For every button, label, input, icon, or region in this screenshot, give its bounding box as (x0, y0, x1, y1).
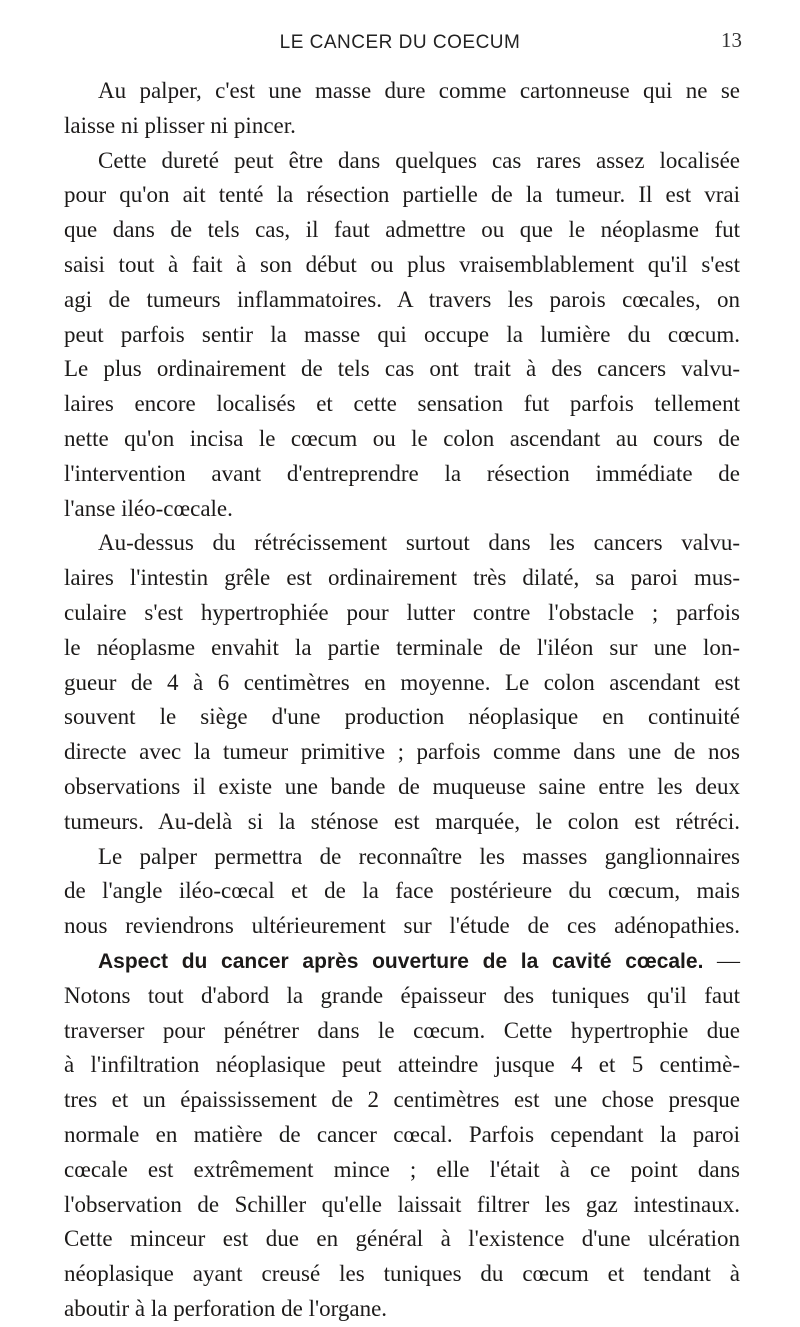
text-line: tumeurs. Au-delà si la sténose est marquée, le colon est rétréci. (64, 808, 740, 834)
section-heading-line (64, 944, 740, 979)
text-line: laires l'intestin grêle est ordinairement très dilaté, sa paroi mus- (64, 565, 740, 591)
text-line: à l'infiltration néoplasique peut atteindre jusque 4 et 5 centimè- (64, 1052, 740, 1078)
text-line: directe avec la tumeur primitive ; parfois comme dans une de nos (64, 739, 740, 765)
text-line: Cette minceur est due en général à l'existence d'une ulcération (64, 1226, 740, 1252)
body-text (64, 74, 740, 1327)
text-line: laisse ni plisser ni pincer. (64, 112, 296, 138)
text-line: peut parfois sentir la masse qui occupe la lumière du cœcum. (64, 321, 740, 347)
text-line: observations il existe une bande de muqueuse saine entre les deux (64, 773, 740, 799)
text-line: l'observation de Schiller qu'elle laissait filtrer les gaz intestinaux. (64, 1191, 740, 1217)
text-line: culaire s'est hypertrophiée pour lutter contre l'obstacle ; parfois (64, 599, 740, 625)
page-number: 13 (721, 28, 742, 52)
text-line: de l'angle iléo-cœcal et de la face postérieure du cœcum, mais (64, 878, 740, 904)
text-line: le néoplasme envahit la partie terminale de l'iléon sur une lon- (64, 634, 740, 660)
text-line: Au-dessus du rétrécissement surtout dans les cancers valvu- (98, 530, 740, 556)
text-line: Cette dureté peut être dans quelques cas rares assez localisée (98, 147, 740, 173)
running-header (0, 20, 800, 52)
text-line: laires encore localisés et cette sensation fut parfois tellement (64, 391, 740, 417)
text-line: saisi tout à fait à son début ou plus vraisemblablement qu'il s'est (64, 251, 740, 277)
text-line: l'anse iléo-cœcale. (64, 495, 233, 521)
text-line: Au palper, c'est une masse dure comme cartonneuse qui ne se (98, 78, 740, 103)
text-line: l'intervention avant d'entreprendre la résection immédiate de (64, 460, 740, 486)
text-line: gueur de 4 à 6 centimètres en moyenne. Le colon ascendant est (64, 669, 740, 695)
text-line: aboutir à la perforation de l'organe. (64, 1295, 388, 1321)
section-heading: Aspect du cancer après ouverture de la cavité cœcale. (98, 949, 704, 973)
text-line: Notons tout d'abord la grande épaisseur des tuniques qu'il faut (64, 982, 740, 1008)
text-line: traverser pour pénétrer dans le cœcum. Cette hypertrophie due (64, 1017, 740, 1043)
text-line: néoplasique ayant creusé les tuniques du cœcum et tendant à (64, 1261, 740, 1287)
text-line: nette qu'on incisa le cœcum ou le colon ascendant au cours de (64, 425, 740, 451)
text-line: Le palper permettra de reconnaître les masses ganglionnaires (98, 843, 740, 869)
text-line: pour qu'on ait tenté la résection partielle de la tumeur. Il est vrai (64, 182, 740, 208)
text-line: cœcale est extrêmement mince ; elle l'était à ce point dans (64, 1156, 740, 1182)
text-line: normale en matière de cancer cœcal. Parfois cependant la paroi (64, 1121, 740, 1147)
text-line: nous reviendrons ultérieurement sur l'étude de ces adénopathies. (64, 913, 740, 939)
text-line: agi de tumeurs inflammatoires. A travers les parois cœcales, on (64, 286, 740, 312)
text-line: souvent le siège d'une production néoplasique en continuité (64, 704, 740, 730)
text-line: tres et un épaississement de 2 centimètres est une chose presque (64, 1087, 740, 1113)
text-line: Le plus ordinairement de tels cas ont trait à des cancers valvu- (64, 356, 740, 382)
text-line: que dans de tels cas, il faut admettre ou que le néoplasme fut (64, 217, 740, 243)
header-title: LE CANCER DU COECUM (279, 32, 521, 53)
em-dash: — (717, 947, 740, 973)
